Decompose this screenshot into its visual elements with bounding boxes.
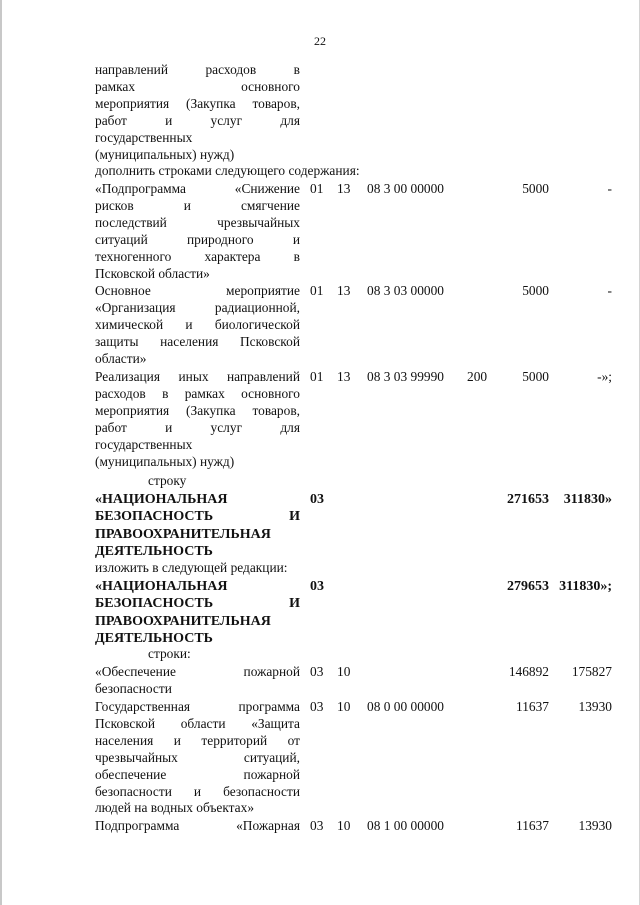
section-code: 03 [310, 818, 324, 833]
name-line: Основное мероприятие [95, 283, 300, 298]
subsection-code: 10 [337, 699, 351, 714]
name-line: Государственная программа [95, 699, 300, 714]
subsection-code: 13 [337, 181, 351, 196]
amount-year-2: 175827 [571, 664, 612, 679]
row-name [95, 181, 300, 282]
subsection-code: 10 [337, 664, 351, 679]
name-line: «Подпрограмма «Снижение [95, 181, 300, 196]
amount-year-2: -»; [597, 369, 612, 384]
target-article-code: 08 1 00 00000 [367, 818, 444, 833]
row-name [95, 664, 300, 698]
name-line: БЕЗОПАСНОСТЬ И [95, 596, 300, 612]
name-line: ПРАВООХРАНИТЕЛЬНАЯ [95, 613, 271, 629]
name-line: направлений расходов в [95, 62, 300, 77]
name-line: (муниципальных) нужд) [95, 453, 235, 469]
name-line: обеспечение пожарной [95, 766, 300, 782]
section-code: 03 [310, 579, 324, 594]
name-line: БЕЗОПАСНОСТЬ И [95, 509, 300, 525]
row-name [95, 491, 300, 560]
name-line: мероприятия (Закупка товаров, [95, 95, 300, 111]
name-line: государственных [95, 436, 193, 452]
amount-year-1: 5000 [522, 283, 549, 298]
subsection-code: 13 [337, 369, 351, 384]
amount-year-2: 311830»; [559, 579, 612, 594]
amount-year-2: - [607, 283, 612, 298]
row-name [95, 369, 300, 470]
amount-year-1: 5000 [522, 369, 549, 384]
section-code: 01 [310, 369, 324, 384]
name-line: Реализация иных направлений [95, 369, 300, 384]
amount-year-2: 13930 [578, 699, 612, 714]
amount-year-2: - [607, 181, 612, 196]
scan-edge-left [0, 0, 2, 905]
name-line: защиты населения Псковской [95, 333, 300, 349]
amount-year-2: 311830» [563, 492, 612, 507]
name-line: чрезвычайных ситуаций, [95, 749, 300, 765]
name-line: «Обеспечение пожарной [95, 664, 300, 679]
name-line: людей на водных объектах» [95, 800, 255, 816]
amount-year-2: 13930 [578, 818, 612, 833]
section-code: 03 [310, 664, 324, 679]
name-line: ситуаций природного и [95, 231, 300, 247]
target-article-code: 08 3 00 00000 [367, 181, 444, 196]
amount-year-1: 279653 [507, 579, 549, 594]
row-name [95, 578, 300, 647]
amount-year-1: 5000 [522, 181, 549, 196]
name-line: государственных [95, 129, 193, 145]
name-line: последствий чрезвычайных [95, 214, 300, 230]
page-number: 22 [314, 34, 326, 48]
amount-year-1: 271653 [507, 492, 549, 507]
target-article-code: 08 0 00 00000 [367, 699, 444, 714]
name-line: Псковской области «Защита [95, 715, 300, 731]
name-line: «НАЦИОНАЛЬНАЯ [95, 579, 228, 594]
name-line: техногенного характера в [95, 248, 300, 264]
row-name [95, 62, 300, 163]
name-line: ПРАВООХРАНИТЕЛЬНАЯ [95, 526, 271, 542]
name-line: работ и услуг для [95, 112, 300, 128]
subsection-code: 10 [337, 818, 351, 833]
amendment-note-add: дополнить строками следующего содержания: [95, 163, 360, 178]
amount-year-1: 11637 [516, 699, 549, 714]
target-article-code: 08 3 03 99990 [367, 369, 444, 384]
amendment-note-row: строку [148, 473, 187, 488]
name-line: области» [95, 350, 147, 366]
amount-year-1: 11637 [516, 818, 549, 833]
row-name [95, 699, 300, 817]
row-name [95, 818, 300, 835]
name-line: «Организация радиационной, [95, 299, 300, 315]
amount-year-1: 146892 [508, 664, 549, 679]
name-line: ДЕЯТЕЛЬНОСТЬ [95, 543, 213, 559]
section-code: 01 [310, 181, 324, 196]
row-name [95, 283, 300, 368]
name-line: расходов в рамках основного [95, 385, 300, 401]
target-article-code: 08 3 03 00000 [367, 283, 444, 298]
name-line: рамках основного [95, 78, 300, 94]
name-line: химической и биологической [95, 316, 300, 332]
section-code: 03 [310, 699, 324, 714]
expense-type-code: 200 [467, 369, 488, 384]
section-code: 03 [310, 492, 324, 507]
name-line: населения и территорий от [95, 732, 300, 748]
section-code: 01 [310, 283, 324, 298]
name-line: «НАЦИОНАЛЬНАЯ [95, 492, 228, 507]
name-line: Подпрограмма «Пожарная [95, 818, 300, 833]
name-line: мероприятия (Закупка товаров, [95, 402, 300, 418]
name-line: ДЕЯТЕЛЬНОСТЬ [95, 630, 213, 646]
amendment-note-edit: изложить в следующей редакции: [95, 560, 288, 575]
name-line: Псковской области» [95, 265, 210, 281]
name-line: рисков и смягчение [95, 197, 300, 213]
subsection-code: 13 [337, 283, 351, 298]
name-line: безопасности и безопасности [95, 783, 300, 799]
name-line: безопасности [95, 680, 172, 696]
amendment-note-rows: строки: [148, 646, 191, 661]
name-line: работ и услуг для [95, 419, 300, 435]
name-line: (муниципальных) нужд) [95, 146, 235, 162]
